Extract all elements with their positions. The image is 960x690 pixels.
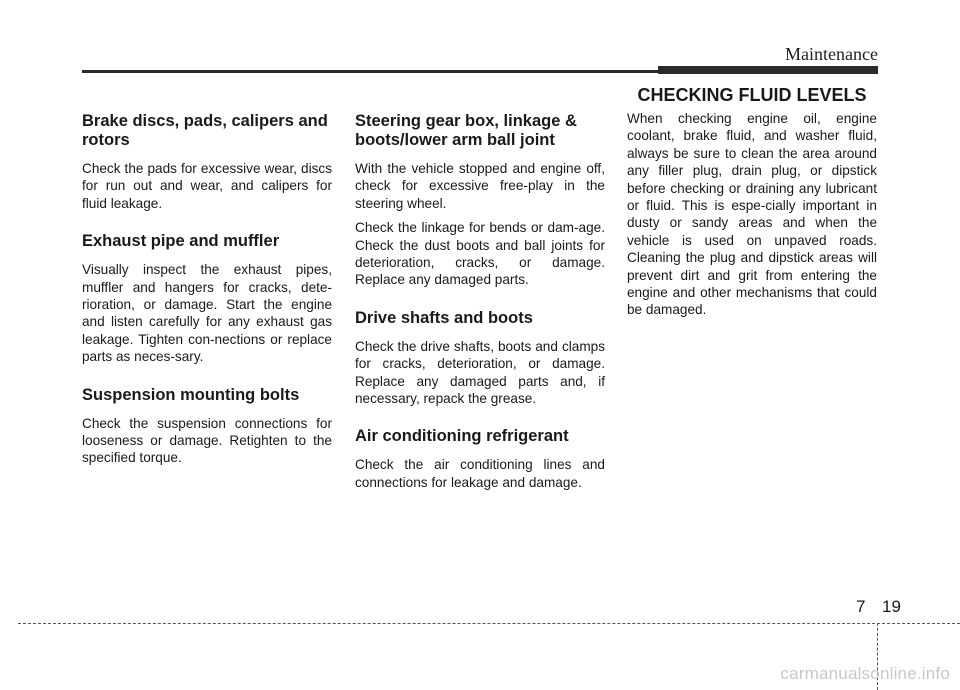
column-3 (627, 110, 877, 319)
section-heading: Steering gear box, linkage & boots/lower arm ball joint (355, 112, 577, 149)
fluid-levels-body: When checking engine oil, engine coolant, brake fluid, and washer fluid, always be sure to clean the area around any filler plug, drain plug, or dipstick before checking or draining any lubricant or fluid. This is espe-cially important in dusty or sandy areas and when the vehicle is used on unpaved roads. Cleaning the plug and dipstick areas will prevent dirt and grit from entering the engine and other mechanisms that could be damaged. (627, 111, 877, 318)
footer-rule (18, 623, 960, 624)
section-body: Check the drive shafts, boots and clamps for cracks, deterioration, or damage. Replace any damaged parts and, if necessary, repack the grease. (355, 338, 605, 407)
column-2 (355, 112, 605, 511)
section-body: With the vehicle stopped and engine off, check for excessive free-play in the steering wheel. (355, 161, 605, 211)
section-body: Check the air conditioning lines and connections for leakage and damage. (355, 457, 605, 490)
section-heading: Suspension mounting bolts (82, 385, 300, 404)
running-header: Maintenance (785, 44, 878, 64)
page-number: 19 (882, 597, 901, 616)
section-heading: Brake discs, pads, calipers and rotors (82, 112, 328, 149)
section-body: Check the pads for excessive wear, discs for run out and wear, and calipers for fluid leakage. (82, 161, 332, 211)
section-title: CHECKING FLUID LEVELS (637, 85, 867, 105)
section-heading: Air conditioning refrigerant (355, 427, 569, 446)
chapter-number: 7 (856, 597, 866, 616)
section-air-conditioning (355, 427, 605, 491)
section-heading: Exhaust pipe and muffler (82, 232, 280, 251)
column-1 (82, 112, 332, 487)
section-drive-shafts (355, 309, 605, 408)
section-exhaust (82, 232, 332, 365)
section-steering (355, 112, 605, 289)
section-suspension (82, 386, 332, 467)
header-tab (658, 66, 878, 74)
section-body: Visually inspect the exhaust pipes, muffler and hangers for cracks, dete-rioration, or damage. Start the engine and listen carefully for any exhaust gas leakage. Tighten con-nections or replace parts as neces-sary. (82, 262, 332, 365)
watermark: carmanualsonline.info (780, 664, 950, 683)
section-brake-discs (82, 112, 332, 212)
section-heading: Drive shafts and boots (355, 308, 533, 327)
section-body: Check the linkage for bends or dam-age. Check the dust boots and ball joints for deterioration, cracks, or damage. Replace any damaged parts. (355, 220, 605, 288)
section-body: Check the suspension connections for looseness or damage. Retighten to the specified torque. (82, 415, 332, 466)
